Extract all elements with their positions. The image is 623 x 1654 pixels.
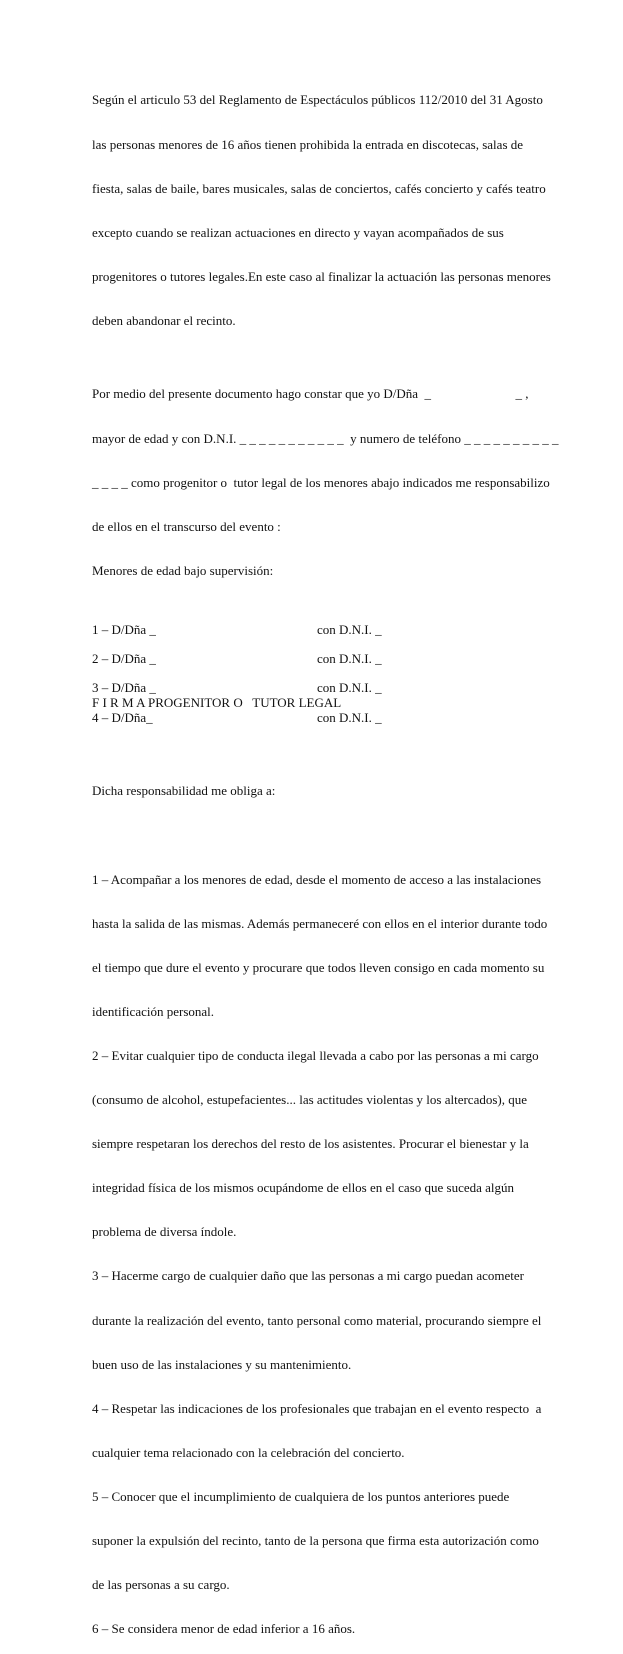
obligation-line: de las personas a su cargo. bbox=[92, 1577, 230, 1593]
intro-line: las personas menores de 16 años tienen prohibida la entrada en discotecas, salas de bbox=[92, 136, 524, 152]
guardian-phone-field-continued[interactable]: _ _ _ _ bbox=[92, 474, 128, 490]
obligation-line: integridad física de los mismos ocupándome de ellos en el caso que suceda algún bbox=[92, 1180, 515, 1196]
obligation-line: 5 – Conocer que el incumplimiento de cualquiera de los puntos anteriores puede bbox=[92, 1489, 510, 1505]
minor-name-field[interactable]: 4 – D/Dña_ bbox=[92, 709, 153, 725]
obligation-line: siempre respetaran los derechos del resto de los asistentes. Procurar el bienestar y la bbox=[92, 1136, 529, 1152]
minor-name-field[interactable]: 3 – D/Dña _ bbox=[92, 680, 156, 696]
signature-label: F I R M A PROGENITOR O TUTOR LEGAL bbox=[92, 695, 342, 710]
obligation-line: el tiempo que dure el evento y procurare que todos lleven consigo en cada momento su bbox=[92, 959, 545, 975]
declaration-text: y numero de teléfono bbox=[343, 430, 465, 446]
spacer bbox=[92, 828, 552, 843]
minor-name-field[interactable]: 2 – D/Dña _ bbox=[92, 651, 156, 667]
obligation-line: hasta la salida de las mismas. Además permaneceré con ellos en el interior durante todo bbox=[92, 915, 548, 931]
minor-dni-field[interactable]: con D.N.I. _ bbox=[317, 651, 382, 667]
declaration-line-1 bbox=[92, 387, 552, 402]
intro-line: deben abandonar el recinto. bbox=[92, 312, 236, 328]
minor-name-field[interactable]: 1 – D/Dña _ bbox=[92, 621, 156, 637]
declaration-text: Por medio del presente documento hago constar que yo D/Dña bbox=[92, 386, 425, 402]
obligation-line: 1 – Acompañar a los menores de edad, desde el momento de acceso a las instalaciones bbox=[92, 871, 542, 887]
minor-dni-field[interactable]: con D.N.I. _ bbox=[317, 621, 382, 637]
declaration-paragraph bbox=[92, 358, 559, 608]
intro-line: excepto cuando se realizan actuaciones en directo y vayan acompañados de sus bbox=[92, 224, 504, 240]
document-page bbox=[92, 64, 559, 1654]
spacer bbox=[92, 608, 552, 623]
spacer bbox=[92, 740, 552, 755]
obligation-line: identificación personal. bbox=[92, 1003, 215, 1019]
obligation-line: cualquier tema relacionado con la celebración del concierto. bbox=[92, 1444, 405, 1460]
obligations-heading-text: Dicha responsabilidad me obliga a: bbox=[92, 783, 276, 799]
obligation-line: 4 – Respetar las indicaciones de los profesionales que trabajan en el evento respecto a bbox=[92, 1400, 542, 1416]
declaration-text: como progenitor o tutor legal de los menores abajo indicados me responsabilizo bbox=[127, 474, 550, 490]
obligations-heading bbox=[92, 755, 552, 829]
declaration-line-2 bbox=[92, 430, 559, 447]
declaration-text: mayor de edad y con D.N.I. bbox=[92, 430, 240, 446]
intro-line: progenitores o tutores legales.En este caso al finalizar la actuación las personas menores bbox=[92, 268, 551, 284]
obligation-line: buen uso de las instalaciones y su mantenimiento. bbox=[92, 1356, 352, 1372]
minor-dni-field[interactable]: con D.N.I. _ bbox=[317, 709, 382, 725]
obligation-line: (consumo de alcohol, estupefacientes... las actitudes violentas y los altercados), que bbox=[92, 1092, 527, 1108]
obligation-line: suponer la expulsión del recinto, tanto de la persona que firma esta autorización como bbox=[92, 1533, 539, 1549]
obligation-line: 2 – Evitar cualquier tipo de conducta ilegal llevada a cabo por las personas a mi cargo bbox=[92, 1047, 539, 1063]
declaration-line-3 bbox=[92, 476, 552, 491]
obligations-list bbox=[92, 843, 552, 1654]
minor-dni-field[interactable]: con D.N.I. _ bbox=[317, 680, 382, 696]
guardian-phone-field[interactable]: _ _ _ _ _ _ _ _ _ _ bbox=[464, 430, 559, 446]
guardian-name-field[interactable]: _ _ , bbox=[424, 386, 529, 402]
minor-row-1 bbox=[92, 623, 552, 638]
minor-row-4 bbox=[92, 711, 552, 726]
obligation-line: 3 – Hacerme cargo de cualquier daño que las personas a mi cargo puedan acometer bbox=[92, 1268, 524, 1284]
declaration-line-4: de ellos en el transcurso del evento : bbox=[92, 518, 281, 534]
minors-heading: Menores de edad bajo supervisión: bbox=[92, 562, 274, 578]
minor-row-3 bbox=[92, 681, 552, 696]
obligation-line: problema de diversa índole. bbox=[92, 1224, 237, 1240]
intro-line: fiesta, salas de baile, bares musicales, salas de conciertos, cafés concierto y cafés teatro bbox=[92, 180, 546, 196]
obligation-line: 6 – Se considera menor de edad inferior a 16 años. bbox=[92, 1621, 356, 1637]
minor-row-2 bbox=[92, 652, 552, 667]
intro-line: Según el articulo 53 del Reglamento de Espectáculos públicos 112/2010 del 31 Agosto bbox=[92, 92, 543, 108]
guardian-dni-field[interactable]: _ _ _ _ _ _ _ _ _ _ _ bbox=[239, 430, 344, 446]
obligation-line: durante la realización del evento, tanto personal como material, procurando siempre el bbox=[92, 1312, 542, 1328]
intro-paragraph bbox=[92, 64, 552, 358]
